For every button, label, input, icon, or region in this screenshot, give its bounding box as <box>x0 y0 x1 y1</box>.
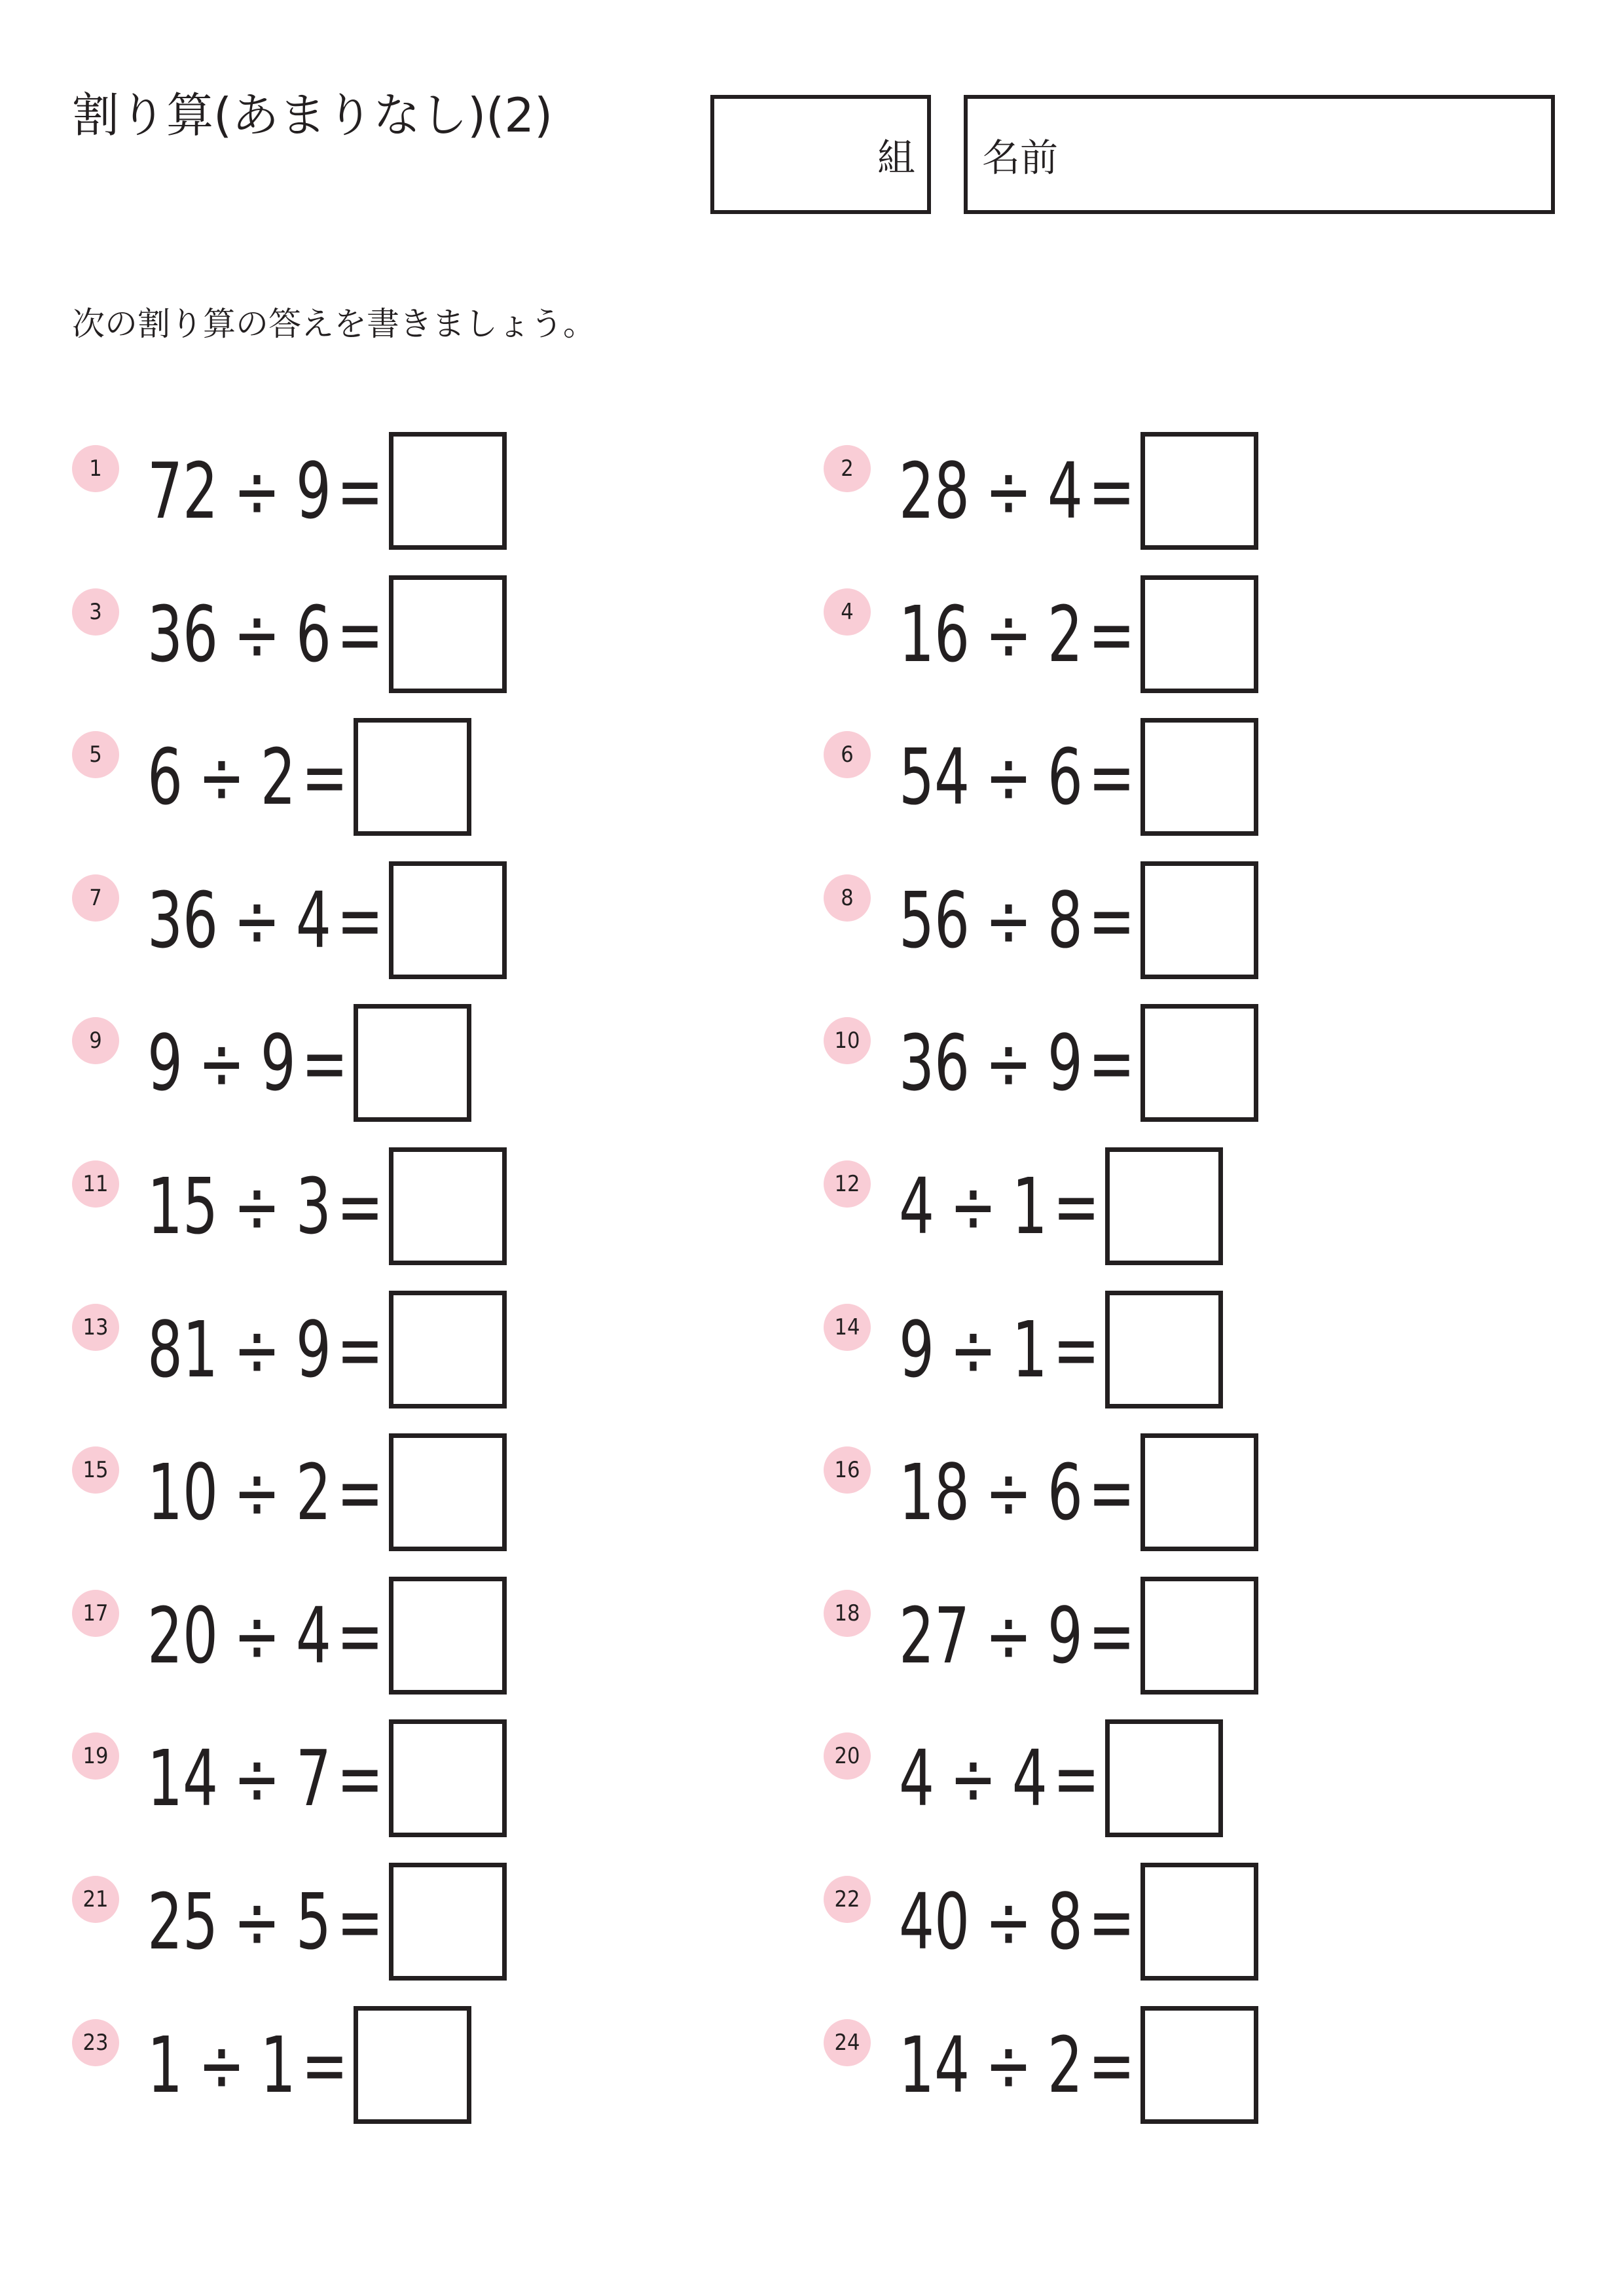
equals-sign: = <box>1088 446 1135 536</box>
division-expression <box>899 1863 1135 1981</box>
answer-box[interactable] <box>389 1719 507 1837</box>
division-sign: ÷ <box>949 1733 997 1823</box>
divisor: 4 <box>1047 446 1083 536</box>
divisor: 2 <box>1047 589 1083 679</box>
division-sign: ÷ <box>233 1447 281 1537</box>
dividend: 56 <box>899 875 970 965</box>
equals-sign: = <box>337 1161 384 1251</box>
instructions: 次の割り算の答えを書きましょう。 <box>72 305 596 343</box>
dividend: 81 <box>147 1304 219 1395</box>
division-expression <box>147 2006 348 2124</box>
equals-sign: = <box>337 1590 384 1681</box>
division-sign: ÷ <box>985 1590 1032 1681</box>
division-sign: ÷ <box>985 589 1032 679</box>
problem-number-badge: 17 <box>72 1590 119 1637</box>
division-expression <box>899 1004 1135 1122</box>
equals-sign: = <box>1088 875 1135 965</box>
division-expression <box>899 2006 1135 2124</box>
problem-number-badge: 20 <box>824 1732 871 1780</box>
dividend: 20 <box>147 1590 219 1681</box>
division-sign: ÷ <box>985 732 1032 822</box>
dividend: 14 <box>147 1733 219 1823</box>
equals-sign: = <box>301 732 348 822</box>
division-expression <box>899 1433 1135 1551</box>
equals-sign: = <box>337 1733 384 1823</box>
problem-number-badge: 9 <box>72 1017 119 1064</box>
dividend: 25 <box>147 1876 219 1967</box>
dividend: 72 <box>147 446 219 536</box>
problem-item <box>72 575 727 693</box>
problem-number-badge: 4 <box>824 588 871 636</box>
division-sign: ÷ <box>985 446 1032 536</box>
division-sign: ÷ <box>233 1876 281 1967</box>
division-sign: ÷ <box>985 2020 1032 2110</box>
problem-item <box>824 1004 1478 1122</box>
divisor: 6 <box>1047 1447 1083 1537</box>
divisor: 2 <box>295 1447 331 1537</box>
equals-sign: = <box>301 2020 348 2110</box>
equals-sign: = <box>1088 2020 1135 2110</box>
problem-item <box>824 2006 1478 2124</box>
divisor: 3 <box>295 1161 331 1251</box>
problem-number-badge: 14 <box>824 1304 871 1351</box>
answer-box[interactable] <box>389 861 507 979</box>
division-sign: ÷ <box>233 446 281 536</box>
answer-box[interactable] <box>1105 1719 1223 1837</box>
division-sign: ÷ <box>233 589 281 679</box>
dividend: 4 <box>899 1161 935 1251</box>
division-sign: ÷ <box>233 1733 281 1823</box>
division-sign: ÷ <box>233 875 281 965</box>
equals-sign: = <box>337 1876 384 1967</box>
equals-sign: = <box>337 875 384 965</box>
problem-item <box>824 861 1478 979</box>
problem-item <box>824 1719 1478 1837</box>
dividend: 1 <box>147 2020 183 2110</box>
division-expression <box>147 1147 384 1265</box>
problem-item <box>72 1577 727 1695</box>
problem-item <box>72 2006 727 2124</box>
problem-number-badge: 24 <box>824 2019 871 2066</box>
problem-item <box>72 861 727 979</box>
problem-item <box>824 575 1478 693</box>
name-field[interactable] <box>964 95 1555 214</box>
problem-number-badge: 10 <box>824 1017 871 1064</box>
divisor: 2 <box>260 732 296 822</box>
divisor: 4 <box>1012 1733 1048 1823</box>
answer-box[interactable] <box>1105 1291 1223 1408</box>
problem-number-badge: 18 <box>824 1590 871 1637</box>
divisor: 8 <box>1047 875 1083 965</box>
dividend: 16 <box>899 589 970 679</box>
dividend: 18 <box>899 1447 970 1537</box>
division-expression <box>147 1004 348 1122</box>
problem-item <box>824 1577 1478 1695</box>
division-expression <box>147 1863 384 1981</box>
dividend: 9 <box>147 1018 183 1108</box>
dividend: 14 <box>899 2020 970 2110</box>
equals-sign: = <box>1053 1304 1100 1395</box>
problem-item <box>824 1433 1478 1551</box>
dividend: 9 <box>899 1304 935 1395</box>
equals-sign: = <box>1088 1447 1135 1537</box>
divisor: 1 <box>260 2020 296 2110</box>
divisor: 4 <box>295 875 331 965</box>
answer-box[interactable] <box>1140 575 1258 693</box>
answer-box[interactable] <box>354 718 471 836</box>
equals-sign: = <box>1088 1590 1135 1681</box>
dividend: 40 <box>899 1876 970 1967</box>
problem-item <box>72 1433 727 1551</box>
equals-sign: = <box>337 1447 384 1537</box>
divisor: 9 <box>295 446 331 536</box>
answer-box[interactable] <box>389 1863 507 1981</box>
equals-sign: = <box>1053 1161 1100 1251</box>
division-sign: ÷ <box>985 1876 1032 1967</box>
answer-box[interactable] <box>354 2006 471 2124</box>
problem-number-badge: 19 <box>72 1732 119 1780</box>
answer-box[interactable] <box>1105 1147 1223 1265</box>
problem-item <box>824 1863 1478 1981</box>
problem-number-badge: 13 <box>72 1304 119 1351</box>
divisor: 4 <box>295 1590 331 1681</box>
division-expression <box>147 432 384 550</box>
division-expression <box>147 861 384 979</box>
equals-sign: = <box>1088 732 1135 822</box>
dividend: 36 <box>147 875 219 965</box>
equals-sign: = <box>1053 1733 1100 1823</box>
equals-sign: = <box>301 1018 348 1108</box>
division-expression <box>899 432 1135 550</box>
problem-item <box>72 1004 727 1122</box>
dividend: 4 <box>899 1733 935 1823</box>
problem-item <box>72 1291 727 1408</box>
divisor: 9 <box>1047 1018 1083 1108</box>
answer-box[interactable] <box>1140 718 1258 836</box>
division-sign: ÷ <box>233 1590 281 1681</box>
problem-item <box>72 1147 727 1265</box>
answer-box[interactable] <box>389 1147 507 1265</box>
problem-item <box>824 1291 1478 1408</box>
problem-item <box>824 1147 1478 1265</box>
equals-sign: = <box>1088 1018 1135 1108</box>
equals-sign: = <box>337 1304 384 1395</box>
divisor: 1 <box>1012 1304 1048 1395</box>
equals-sign: = <box>1088 1876 1135 1967</box>
divisor: 9 <box>295 1304 331 1395</box>
divisor: 6 <box>1047 732 1083 822</box>
divisor: 9 <box>1047 1590 1083 1681</box>
problem-number-badge: 3 <box>72 588 119 636</box>
dividend: 27 <box>899 1590 970 1681</box>
divisor: 7 <box>295 1733 331 1823</box>
problem-number-badge: 12 <box>824 1160 871 1208</box>
answer-box[interactable] <box>389 575 507 693</box>
dividend: 36 <box>899 1018 970 1108</box>
division-expression <box>899 1291 1100 1408</box>
answer-box[interactable] <box>1140 1004 1258 1122</box>
answer-box[interactable] <box>389 1433 507 1551</box>
divisor: 1 <box>1012 1161 1048 1251</box>
page-title: 割り算(あまりなし)(2) <box>72 88 553 143</box>
answer-box[interactable] <box>1140 861 1258 979</box>
class-field[interactable] <box>710 95 931 214</box>
problem-item <box>72 718 727 836</box>
answer-box[interactable] <box>389 432 507 550</box>
division-sign: ÷ <box>949 1304 997 1395</box>
division-sign: ÷ <box>198 1018 246 1108</box>
division-expression <box>147 1433 384 1551</box>
problem-item <box>72 432 727 550</box>
answer-box[interactable] <box>389 1577 507 1695</box>
problem-item <box>72 1863 727 1981</box>
answer-box[interactable] <box>389 1291 507 1408</box>
problem-number-badge: 1 <box>72 445 119 492</box>
division-sign: ÷ <box>985 875 1032 965</box>
equals-sign: = <box>1088 589 1135 679</box>
divisor: 9 <box>260 1018 296 1108</box>
divisor: 2 <box>1047 2020 1083 2110</box>
divisor: 5 <box>295 1876 331 1967</box>
dividend: 10 <box>147 1447 219 1537</box>
division-sign: ÷ <box>198 732 246 822</box>
dividend: 15 <box>147 1161 219 1251</box>
division-sign: ÷ <box>233 1161 281 1251</box>
answer-box[interactable] <box>1140 1433 1258 1551</box>
problem-number-badge: 11 <box>72 1160 119 1208</box>
problem-number-badge: 22 <box>824 1876 871 1923</box>
problem-item <box>72 1719 727 1837</box>
problem-number-badge: 8 <box>824 874 871 922</box>
dividend: 6 <box>147 732 183 822</box>
class-label: 組 <box>877 135 915 180</box>
division-sign: ÷ <box>233 1304 281 1395</box>
division-sign: ÷ <box>985 1447 1032 1537</box>
division-sign: ÷ <box>949 1161 997 1251</box>
problem-item <box>824 432 1478 550</box>
dividend: 54 <box>899 732 970 822</box>
division-expression <box>899 861 1135 979</box>
division-expression <box>147 1577 384 1695</box>
division-expression <box>147 1719 384 1837</box>
division-expression <box>147 575 384 693</box>
equals-sign: = <box>337 446 384 536</box>
division-expression <box>147 1291 384 1408</box>
division-sign: ÷ <box>985 1018 1032 1108</box>
division-expression <box>147 718 348 836</box>
problem-number-badge: 7 <box>72 874 119 922</box>
division-sign: ÷ <box>198 2020 246 2110</box>
answer-box[interactable] <box>354 1004 471 1122</box>
division-expression <box>899 575 1135 693</box>
problem-number-badge: 5 <box>72 731 119 778</box>
problem-number-badge: 16 <box>824 1446 871 1494</box>
problem-number-badge: 21 <box>72 1876 119 1923</box>
answer-box[interactable] <box>1140 1863 1258 1981</box>
equals-sign: = <box>337 589 384 679</box>
problem-item <box>824 718 1478 836</box>
problem-number-badge: 2 <box>824 445 871 492</box>
problem-number-badge: 23 <box>72 2019 119 2066</box>
answer-box[interactable] <box>1140 432 1258 550</box>
problem-number-badge: 15 <box>72 1446 119 1494</box>
division-expression <box>899 1577 1135 1695</box>
problem-number-badge: 6 <box>824 731 871 778</box>
dividend: 36 <box>147 589 219 679</box>
divisor: 8 <box>1047 1876 1083 1967</box>
division-expression <box>899 1719 1100 1837</box>
name-label: 名前 <box>982 135 1059 180</box>
dividend: 28 <box>899 446 970 536</box>
answer-box[interactable] <box>1140 1577 1258 1695</box>
divisor: 6 <box>295 589 331 679</box>
answer-box[interactable] <box>1140 2006 1258 2124</box>
division-expression <box>899 1147 1100 1265</box>
division-expression <box>899 718 1135 836</box>
